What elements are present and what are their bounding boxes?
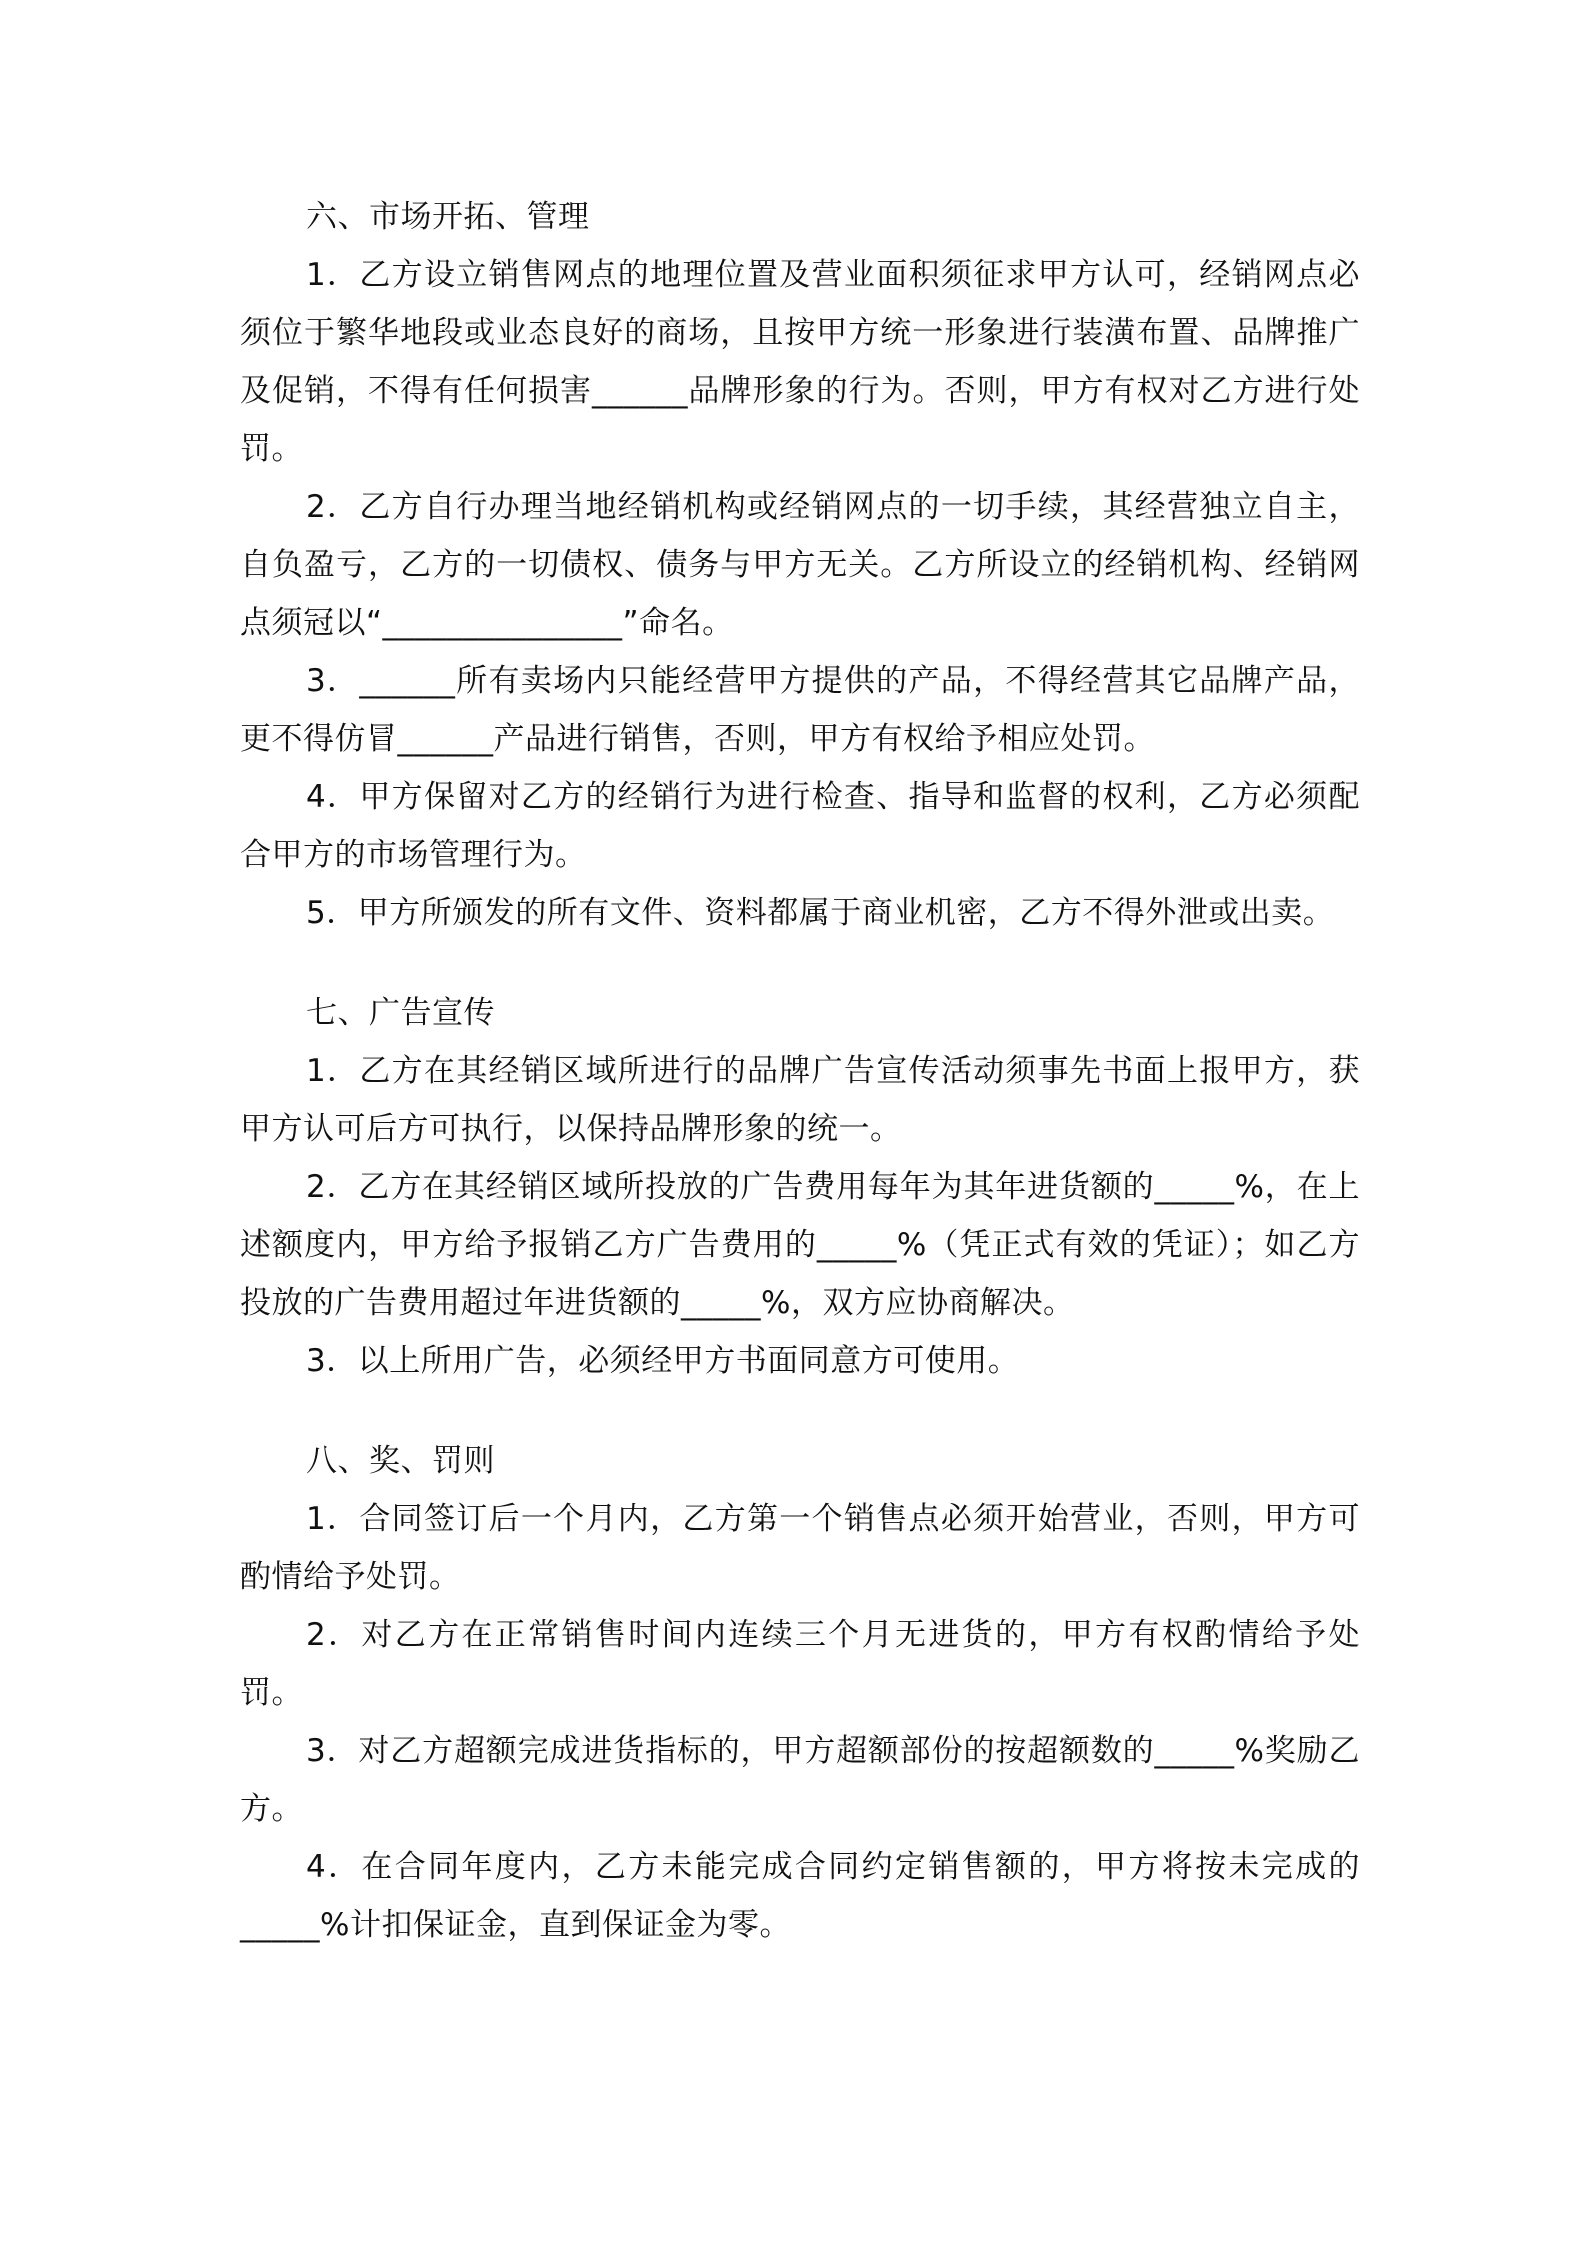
clause-paragraph: 2．乙方自行办理当地经销机构或经销网点的一切手续，其经营独立自主，自负盈亏，乙方的一切债权、债务与甲方无关。乙方所设立的经销机构、经销网点须冠以“_______________”命名。	[240, 489, 1360, 641]
section-advertising	[240, 984, 1360, 1390]
clause-paragraph: 5．甲方所颁发的所有文件、资料都属于商业机密，乙方不得外泄或出卖。	[306, 895, 1335, 931]
clause-paragraph: 4．甲方保留对乙方的经销行为进行检查、指导和监督的权利，乙方必须配合甲方的市场管理行为。	[240, 779, 1360, 873]
document-body	[240, 188, 1360, 1996]
section-rewards-penalties	[240, 1432, 1360, 1954]
clause-paragraph: 1．乙方设立销售网点的地理位置及营业面积须征求甲方认可，经销网点必须位于繁华地段或业态良好的商场，且按甲方统一形象进行装潢布置、品牌推广及促销，不得有任何损害______品牌形象的行为。否则，甲方有权对乙方进行处罚。	[240, 257, 1360, 467]
clause-paragraph: 3．以上所用广告，必须经甲方书面同意方可使用。	[306, 1343, 1020, 1379]
clause-paragraph: 4．在合同年度内，乙方未能完成合同约定销售额的，甲方将按未完成的_____%计扣保证金，直到保证金为零。	[240, 1849, 1360, 1943]
section-heading: 八、奖、罚则	[306, 1443, 495, 1479]
clause-paragraph: 3．对乙方超额完成进货指标的，甲方超额部份的按超额数的_____%奖励乙方。	[240, 1733, 1360, 1827]
clause-paragraph: 1．合同签订后一个月内，乙方第一个销售点必须开始营业，否则，甲方可酌情给予处罚。	[240, 1501, 1360, 1595]
clause-paragraph: 3．______所有卖场内只能经营甲方提供的产品，不得经营其它品牌产品，更不得仿冒______产品进行销售，否则，甲方有权给予相应处罚。	[240, 663, 1360, 757]
clause-paragraph: 2．对乙方在正常销售时间内连续三个月无进货的，甲方有权酌情给予处罚。	[240, 1617, 1360, 1711]
section-heading: 六、市场开拓、管理	[306, 199, 590, 235]
clause-paragraph: 2．乙方在其经销区域所投放的广告费用每年为其年进货额的_____%，在上述额度内，甲方给予报销乙方广告费用的_____%（凭正式有效的凭证）；如乙方投放的广告费用超过年进货额的_____%，双方应协商解决。	[240, 1169, 1360, 1321]
section-heading: 七、广告宣传	[306, 995, 495, 1031]
section-market-development	[240, 188, 1360, 942]
clause-paragraph: 1．乙方在其经销区域所进行的品牌广告宣传活动须事先书面上报甲方，获甲方认可后方可执行，以保持品牌形象的统一。	[240, 1053, 1360, 1147]
